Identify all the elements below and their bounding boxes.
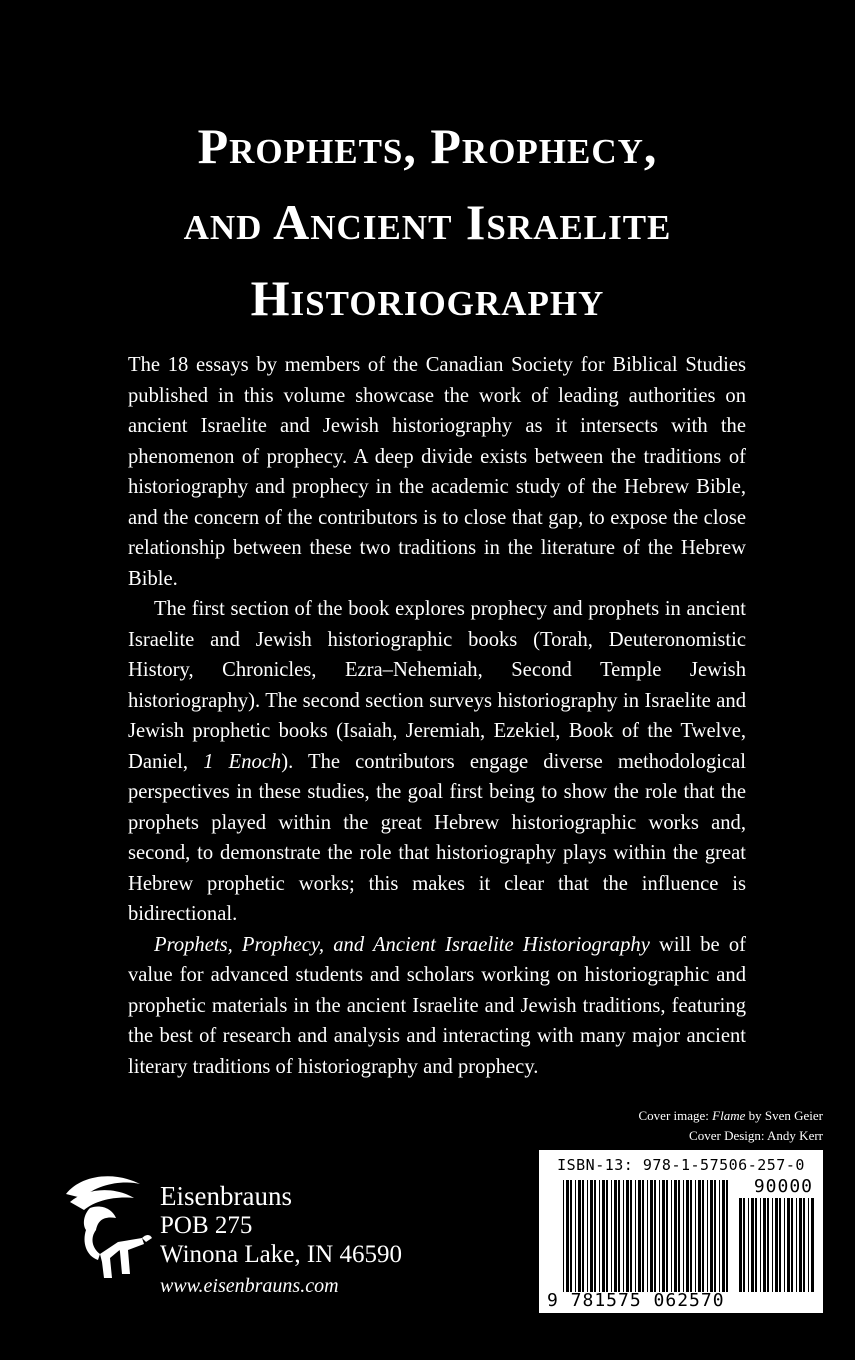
barcode-bar <box>760 1198 761 1292</box>
barcode-bar <box>602 1180 605 1292</box>
cover-image-credit: Cover image: Flame by Sven Geier <box>638 1108 823 1123</box>
description-paragraph-1: The 18 essays by members of the Canadian Society for Biblical Studies published in this volume showcase the work of leading authorities on ancient Israelite and Jewish historiography as it intersects with the phenomenon of prophecy. A deep divide exists between the traditions of historiography and prophecy in the academic study of the Hebrew Bible, and the concern of the contributors is to close that gap, to expose the close relationship between these two traditions in the literature of the Hebrew Bible. <box>128 354 746 590</box>
barcode-bar <box>751 1198 754 1292</box>
barcode-bar <box>630 1180 632 1292</box>
barcode-bar <box>582 1180 584 1292</box>
barcode-bar <box>566 1180 569 1292</box>
barcode-bar <box>808 1198 809 1292</box>
barcode-bar <box>674 1180 677 1292</box>
barcode-bar <box>779 1198 781 1292</box>
barcode-bar <box>784 1198 785 1292</box>
barcode-bar <box>690 1180 692 1292</box>
publisher-url: www.eisenbrauns.com <box>160 1275 339 1297</box>
barcode-bar <box>563 1180 564 1292</box>
barcode-bar <box>748 1198 749 1292</box>
barcode-bar <box>739 1198 742 1292</box>
barcode-bar <box>686 1180 689 1292</box>
barcode-bar <box>578 1180 581 1292</box>
barcode-bar <box>787 1198 790 1292</box>
ibex-logo-icon <box>60 1168 152 1278</box>
barcode-bar <box>647 1180 648 1292</box>
barcode-bar <box>683 1180 684 1292</box>
barcode-bar <box>606 1180 608 1292</box>
cover-design-credit: Cover Design: Andy Kerr <box>689 1128 823 1143</box>
barcode-bar <box>772 1198 773 1292</box>
publisher-name: Eisenbrauns <box>160 1181 292 1211</box>
barcode-bar <box>618 1180 620 1292</box>
barcode-bar <box>642 1180 644 1292</box>
barcode-bar <box>594 1180 596 1292</box>
book-title <box>0 108 855 336</box>
barcode-bar <box>722 1180 725 1292</box>
barcode-bar <box>671 1180 672 1292</box>
barcode-bar <box>719 1180 720 1292</box>
barcode-bar <box>611 1180 612 1292</box>
barcode-bar <box>743 1198 745 1292</box>
barcode-bar <box>775 1198 778 1292</box>
barcode-bar <box>791 1198 793 1292</box>
barcode-bar <box>726 1180 728 1292</box>
barcode-bar <box>654 1180 656 1292</box>
barcode-bar <box>650 1180 653 1292</box>
barcode-bar <box>590 1180 593 1292</box>
ean-digits: 9 781575 062570 <box>547 1290 725 1311</box>
barcode-bar <box>659 1180 660 1292</box>
barcode-bars <box>539 1150 823 1313</box>
barcode-bar <box>767 1198 769 1292</box>
publisher-info <box>160 1182 402 1303</box>
barcode-bar <box>796 1198 797 1292</box>
cover-credits <box>639 1106 824 1146</box>
barcode-bar <box>710 1180 713 1292</box>
book-description <box>128 350 746 1082</box>
isbn-barcode <box>539 1150 823 1313</box>
barcode-bar <box>695 1180 696 1292</box>
publisher-address-2: Winona Lake, IN 46590 <box>160 1241 402 1268</box>
barcode-bar <box>638 1180 641 1292</box>
title-line-1: Prophets, Prophecy, <box>197 118 658 174</box>
barcode-bar <box>714 1180 716 1292</box>
barcode-bar <box>755 1198 757 1292</box>
barcode-bar <box>707 1180 708 1292</box>
publisher-address-1: POB 275 <box>160 1212 253 1239</box>
barcode-bar <box>570 1180 572 1292</box>
barcode-bar <box>702 1180 704 1292</box>
barcode-bar <box>698 1180 701 1292</box>
barcode-bar <box>678 1180 680 1292</box>
barcode-bar <box>587 1180 588 1292</box>
enoch-italic: 1 Enoch <box>203 750 282 773</box>
description-paragraph-2: The first section of the book explores prophecy and prophets in ancient Israelite and Jewish historiographic books (Torah, Deuteronomistic History, Chronicles, Ezra–Nehemiah, Second Temple Jewish historiography). The second section surveys historiography in Israelite and Jewish prophetic books (Isaiah, Jeremiah, Ezekiel, Book of the Twelve, Daniel, 1 Enoch). The contributors engage diverse methodological perspectives in these studies, the goal first being to show the role that the prophets played within the great Hebrew historiographic works and, second, to demonstrate the role that historiography plays within the great Hebrew prophetic works; this makes it clear that the influence is bidirectional. <box>128 598 746 925</box>
barcode-bar <box>623 1180 624 1292</box>
barcode-bar <box>614 1180 617 1292</box>
price-code: 90000 <box>753 1176 813 1197</box>
barcode-bar <box>763 1198 766 1292</box>
barcode-bar <box>635 1180 636 1292</box>
barcode-bar <box>811 1198 814 1292</box>
isbn-label: ISBN-13: 978-1-57506-257-0 <box>557 1156 805 1174</box>
barcode-bar <box>626 1180 629 1292</box>
barcode-bar <box>803 1198 805 1292</box>
book-title-italic: Prophets, Prophecy, and Ancient Israelite Historiography <box>154 933 650 956</box>
title-line-3: Historiography <box>250 270 605 326</box>
barcode-bar <box>575 1180 576 1292</box>
barcode-bar <box>599 1180 600 1292</box>
title-line-2: and Ancient Israelite <box>183 194 672 250</box>
barcode-bar <box>799 1198 802 1292</box>
description-paragraph-3: Prophets, Prophecy, and Ancient Israelite Historiography will be of value for advanced students and scholars working on historiographic and prophetic materials in the ancient Israelite and Jewish traditions, featuring the best of research and analysis and interacting with many major ancient literary traditions of historiography and prophecy. <box>128 933 747 1078</box>
barcode-bar <box>662 1180 665 1292</box>
barcode-bar <box>666 1180 668 1292</box>
